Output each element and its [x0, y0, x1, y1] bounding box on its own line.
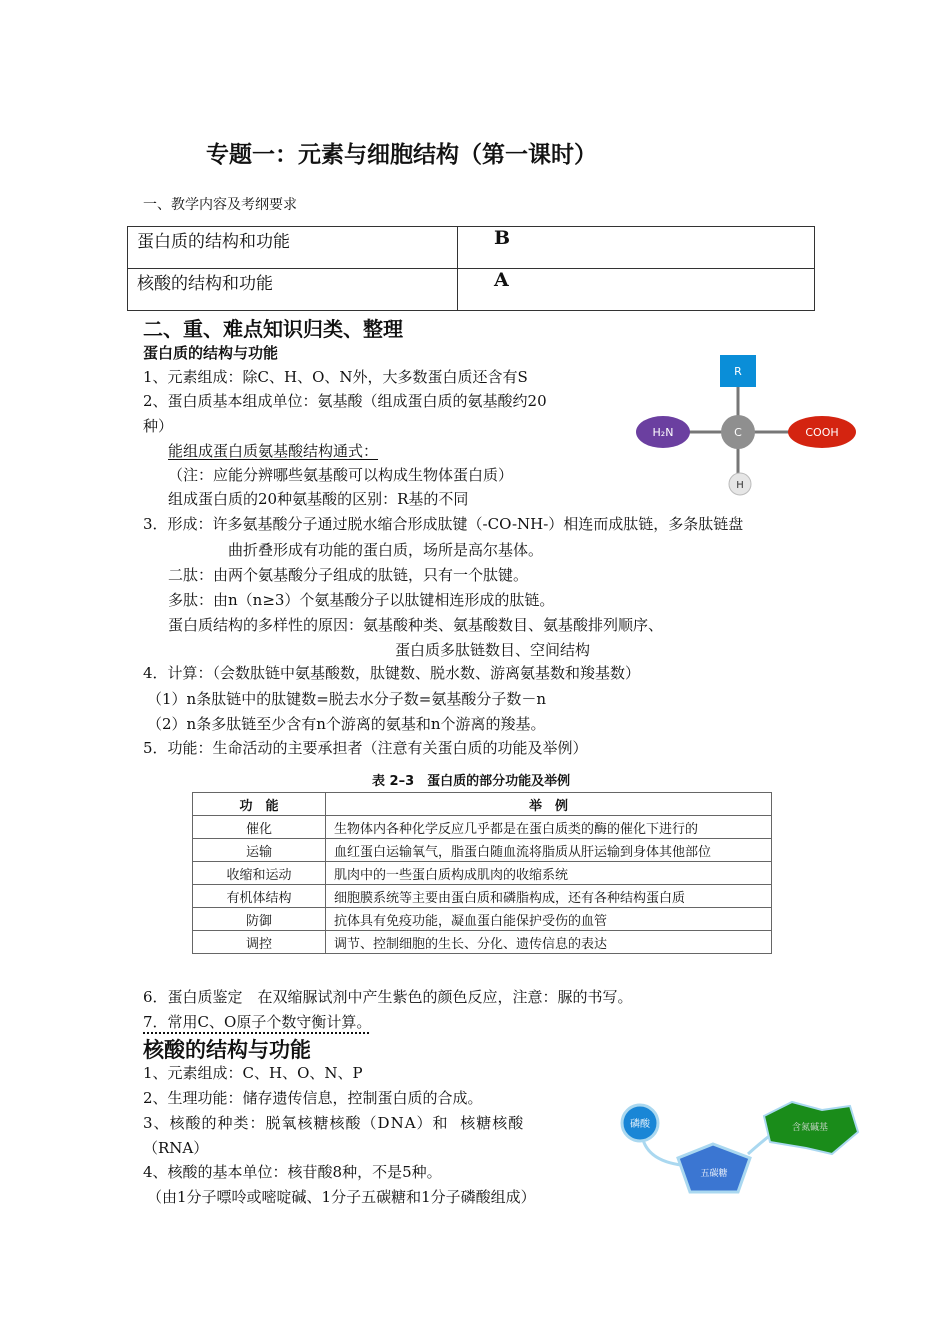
example-cell: 生物体内各种化学反应几乎都是在蛋白质类的酶的催化下进行的 [326, 816, 772, 839]
table-row [193, 862, 772, 885]
cooh-label: COOH [805, 426, 839, 439]
r-label: R [734, 365, 742, 378]
column-header: 举 例 [326, 793, 772, 816]
polypeptide-definition: 多肽：由n（n≥3）个氨基酸分子以肽键相连形成的肽链。 [168, 591, 555, 609]
nucleotide-structure-diagram [618, 1096, 866, 1202]
calc-rule-2: （2）n条多肽链至少含有n个游离的氨基和n个游离的羧基。 [147, 715, 546, 733]
section-2-heading: 二、重、难点知识归类、整理 [143, 317, 403, 341]
nucleic-point-3: 3、核酸的种类：脱氧核糖核酸（DNA）和 核糖核酸 [143, 1114, 525, 1132]
table-header-row [193, 793, 772, 816]
r-group-difference: 组成蛋白质的20种氨基酸的区别：R基的不同 [168, 490, 469, 508]
calc-rule-1: （1）n条肽链中的肽键数=脱去水分子数=氨基酸分子数－n [147, 690, 547, 708]
nucleic-heading: 核酸的结构与功能 [143, 1037, 311, 1062]
amino-acid-structure-diagram [630, 352, 862, 502]
sugar-label: 五碳糖 [700, 1169, 728, 1179]
req-level: A [458, 269, 815, 311]
function-cell: 调控 [193, 931, 326, 954]
section-1-heading: 一、教学内容及考纲要求 [143, 197, 297, 213]
table-row [193, 885, 772, 908]
nucleic-point-2: 2、生理功能：储存遗传信息，控制蛋白质的合成。 [143, 1089, 483, 1107]
requirements-table [127, 226, 815, 311]
protein-point-6: 6．蛋白质鉴定 在双缩脲试剂中产生紫色的颜色反应，注意：脲的书写。 [143, 988, 633, 1006]
nucleic-point-4: 4、核酸的基本单位：核苷酸8种，不是5种。 [143, 1163, 442, 1181]
req-topic: 核酸的结构和功能 [128, 269, 458, 311]
general-formula-label: 能组成蛋白质氨基酸结构通式： [168, 442, 379, 460]
nucleic-point-3-cont: （RNA） [143, 1139, 209, 1157]
nucleic-point-1: 1、元素组成：C、H、O、N、P [143, 1064, 363, 1082]
protein-point-2: 2、蛋白质基本组成单位：氨基酸（组成蛋白质的氨基酸约20 [143, 392, 547, 410]
table-row [193, 908, 772, 931]
base-label: 含氮碱基 [791, 1123, 829, 1133]
protein-heading: 蛋白质的结构与功能 [143, 344, 279, 362]
protein-point-3: 3．形成：许多氨基酸分子通过脱水缩合形成肽键（-CO-NH-）相连而成肽链，多条肽链盘 [143, 515, 744, 533]
diversity-reasons-cont: 蛋白质多肽链数目、空间结构 [395, 641, 591, 659]
column-header: 功 能 [193, 793, 326, 816]
protein-point-7: 7．常用C、O原子个数守衡计算。 [143, 1013, 372, 1031]
h2n-label: H₂N [652, 426, 674, 439]
function-cell: 收缩和运动 [193, 862, 326, 885]
table-row [128, 269, 815, 311]
example-cell: 细胞膜系统等主要由蛋白质和磷脂构成，还有各种结构蛋白质 [326, 885, 772, 908]
c-label: C [734, 426, 742, 439]
protein-point-5: 5．功能：生命活动的主要承担者（注意有关蛋白质的功能及举例） [143, 739, 588, 757]
function-table-caption: 表 2–3 蛋白质的部分功能及举例 [372, 774, 571, 789]
protein-point-1: 1、元素组成：除C、H、O、N外，大多数蛋白质还含有S [143, 368, 528, 386]
table-row [193, 839, 772, 862]
example-cell: 血红蛋白运输氧气，脂蛋白随血流将脂质从肝运输到身体其他部位 [326, 839, 772, 862]
formula-note: （注：应能分辨哪些氨基酸可以构成生物体蛋白质） [168, 466, 514, 484]
protein-point-3-cont: 曲折叠形成有功能的蛋白质，场所是高尔基体。 [228, 541, 544, 559]
pentose-sugar [678, 1144, 750, 1192]
protein-point-4: 4．计算：（会数肽链中氨基酸数，肽键数、脱水数、游离氨基数和羧基数） [143, 664, 641, 682]
protein-point-2-cont: 种） [143, 417, 174, 435]
table-row [128, 227, 815, 269]
function-cell: 运输 [193, 839, 326, 862]
table-row [193, 816, 772, 839]
example-cell: 调节、控制细胞的生长、分化、遗传信息的表达 [326, 931, 772, 954]
table-row [193, 931, 772, 954]
example-cell: 抗体具有免疫功能，凝血蛋白能保护受伤的血管 [326, 908, 772, 931]
function-cell: 催化 [193, 816, 326, 839]
phosphate-label: 磷酸 [630, 1119, 650, 1130]
diversity-reasons: 蛋白质结构的多样性的原因：氨基酸种类、氨基酸数目、氨基酸排列顺序、 [168, 616, 664, 634]
req-topic: 蛋白质的结构和功能 [128, 227, 458, 269]
page-title: 专题一：元素与细胞结构（第一课时） [206, 141, 597, 168]
example-cell: 肌肉中的一些蛋白质构成肌肉的收缩系统 [326, 862, 772, 885]
function-cell: 防御 [193, 908, 326, 931]
function-cell: 有机体结构 [193, 885, 326, 908]
req-level: B [458, 227, 815, 269]
protein-function-table [192, 792, 772, 954]
h-label: H [736, 480, 744, 491]
dipeptide-definition: 二肽：由两个氨基酸分子组成的肽链，只有一个肽键。 [168, 566, 529, 584]
nucleic-point-4-note: （由1分子嘌呤或嘧啶碱、1分子五碳糖和1分子磷酸组成） [147, 1188, 536, 1206]
